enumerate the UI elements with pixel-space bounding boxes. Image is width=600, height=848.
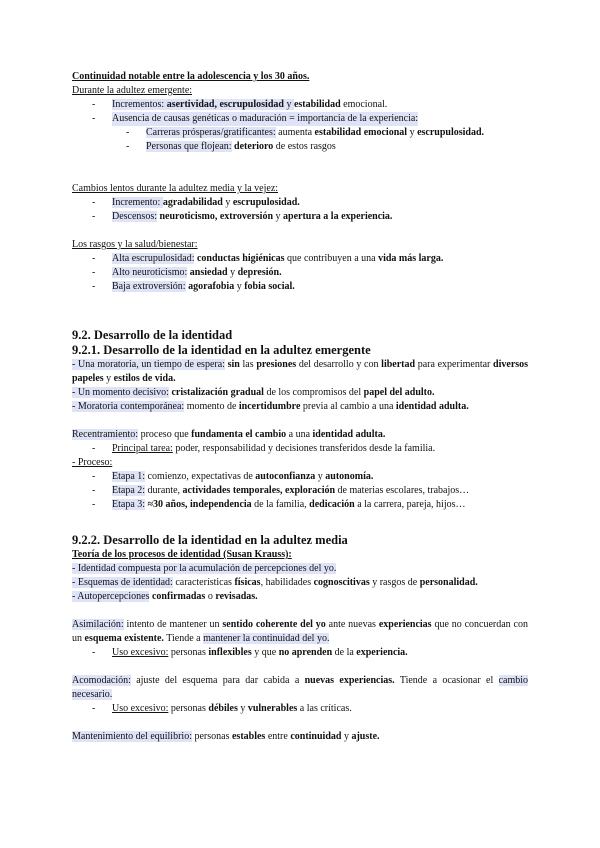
section-subtitle: Los rasgos y la salud/bienestar: bbox=[72, 239, 198, 250]
paragraph: Asimilación: intento de mantener un sentido coherente del yo ante nuevas experiencias que no concuerdan con un esquema existente. Tiende a mantener la continuidad del yo. bbox=[72, 619, 528, 644]
list-item: - Alto neuroticismo: ansiedad y depresión. bbox=[92, 267, 282, 278]
paragraph: - Una moratoria, un tiempo de espera: sin las presiones del desarrollo y con libertad para experimentar diversos papeles y estilos de vida. bbox=[72, 359, 529, 384]
paragraph: - Identidad compuesta por la acumulación de percepciones del yo. bbox=[72, 563, 337, 574]
list-item: - Uso excesivo: personas inflexibles y que no aprenden de la experiencia. bbox=[92, 647, 408, 658]
paragraph: Recentramiento: proceso que fundamenta el cambio a una identidad adulta. bbox=[72, 429, 386, 440]
list-item: - Baja extroversión: agorafobia y fobia social. bbox=[92, 281, 295, 292]
list-item: - Uso excesivo: personas débiles y vulnerables a las críticas. bbox=[92, 703, 352, 714]
paragraph: Mantenimiento del equilibrio: personas estables entre continuidad y ajuste. bbox=[72, 731, 380, 742]
list-item: - Incrementos: asertividad, escrupulosidad y estabilidad emocional. bbox=[92, 99, 388, 110]
list-item: - Descensos: neuroticismo, extroversión y apertura a la experiencia. bbox=[92, 211, 393, 222]
heading: 9.2.2. Desarrollo de la identidad en la adultez media bbox=[72, 533, 348, 547]
list-item: - Ausencia de causas genéticas o maduración = importancia de la experiencia: bbox=[92, 113, 419, 124]
section-subtitle: Cambios lentos durante la adultez media y la vejez: bbox=[72, 183, 279, 194]
section-title: Teoría de los procesos de identidad (Susan Krauss): bbox=[72, 549, 292, 560]
paragraph: Acomodación: ajuste del esquema para dar cabida a nuevas experiencias. Tiende a ocasionar el cambio necesario. bbox=[72, 675, 528, 700]
list-item: - Alta escrupulosidad: conductas higiénicas que contribuyen a una vida más larga. bbox=[92, 253, 444, 264]
paragraph: - Esquemas de identidad: características físicas, habilidades cognoscitivas y rasgos de personalidad. bbox=[72, 577, 478, 588]
paragraph: - Autopercepciones confirmadas o revisadas. bbox=[72, 591, 258, 602]
list-item: - Personas que flojean: deterioro de estos rasgos bbox=[126, 141, 336, 152]
paragraph: - Un momento decisivo: cristalización gradual de los compromisos del papel del adulto. bbox=[72, 387, 435, 398]
paragraph: - Proceso: bbox=[72, 457, 113, 468]
list-item: - Carreras prósperas/gratificantes: aumenta estabilidad emocional y escrupulosidad. bbox=[126, 127, 485, 138]
list-item: - Etapa 3: ≈30 años, independencia de la familia, dedicación a la carrera, pareja, hijos… bbox=[92, 499, 466, 510]
section-title: Continuidad notable entre la adolescencia y los 30 años. bbox=[72, 71, 310, 82]
heading: 9.2. Desarrollo de la identidad bbox=[72, 328, 233, 342]
list-item: - Principal tarea: poder, responsabilidad y decisiones transferidos desde la familia. bbox=[92, 443, 436, 454]
paragraph: - Moratoria contemporánea: momento de incertidumbre previa al cambio a una identidad adulta. bbox=[72, 401, 469, 412]
document-page bbox=[72, 70, 528, 744]
heading: 9.2.1. Desarrollo de la identidad en la adultez emergente bbox=[72, 343, 371, 357]
list-item: - Etapa 1: comienzo, expectativas de autoconfianza y autonomía. bbox=[92, 471, 374, 482]
list-item: - Etapa 2: durante, actividades temporales, exploración de materias escolares, trabajos… bbox=[92, 485, 470, 496]
section-subtitle: Durante la adultez emergente: bbox=[72, 85, 193, 96]
list-item: - Incremento: agradabilidad y escrupulosidad. bbox=[92, 197, 300, 208]
